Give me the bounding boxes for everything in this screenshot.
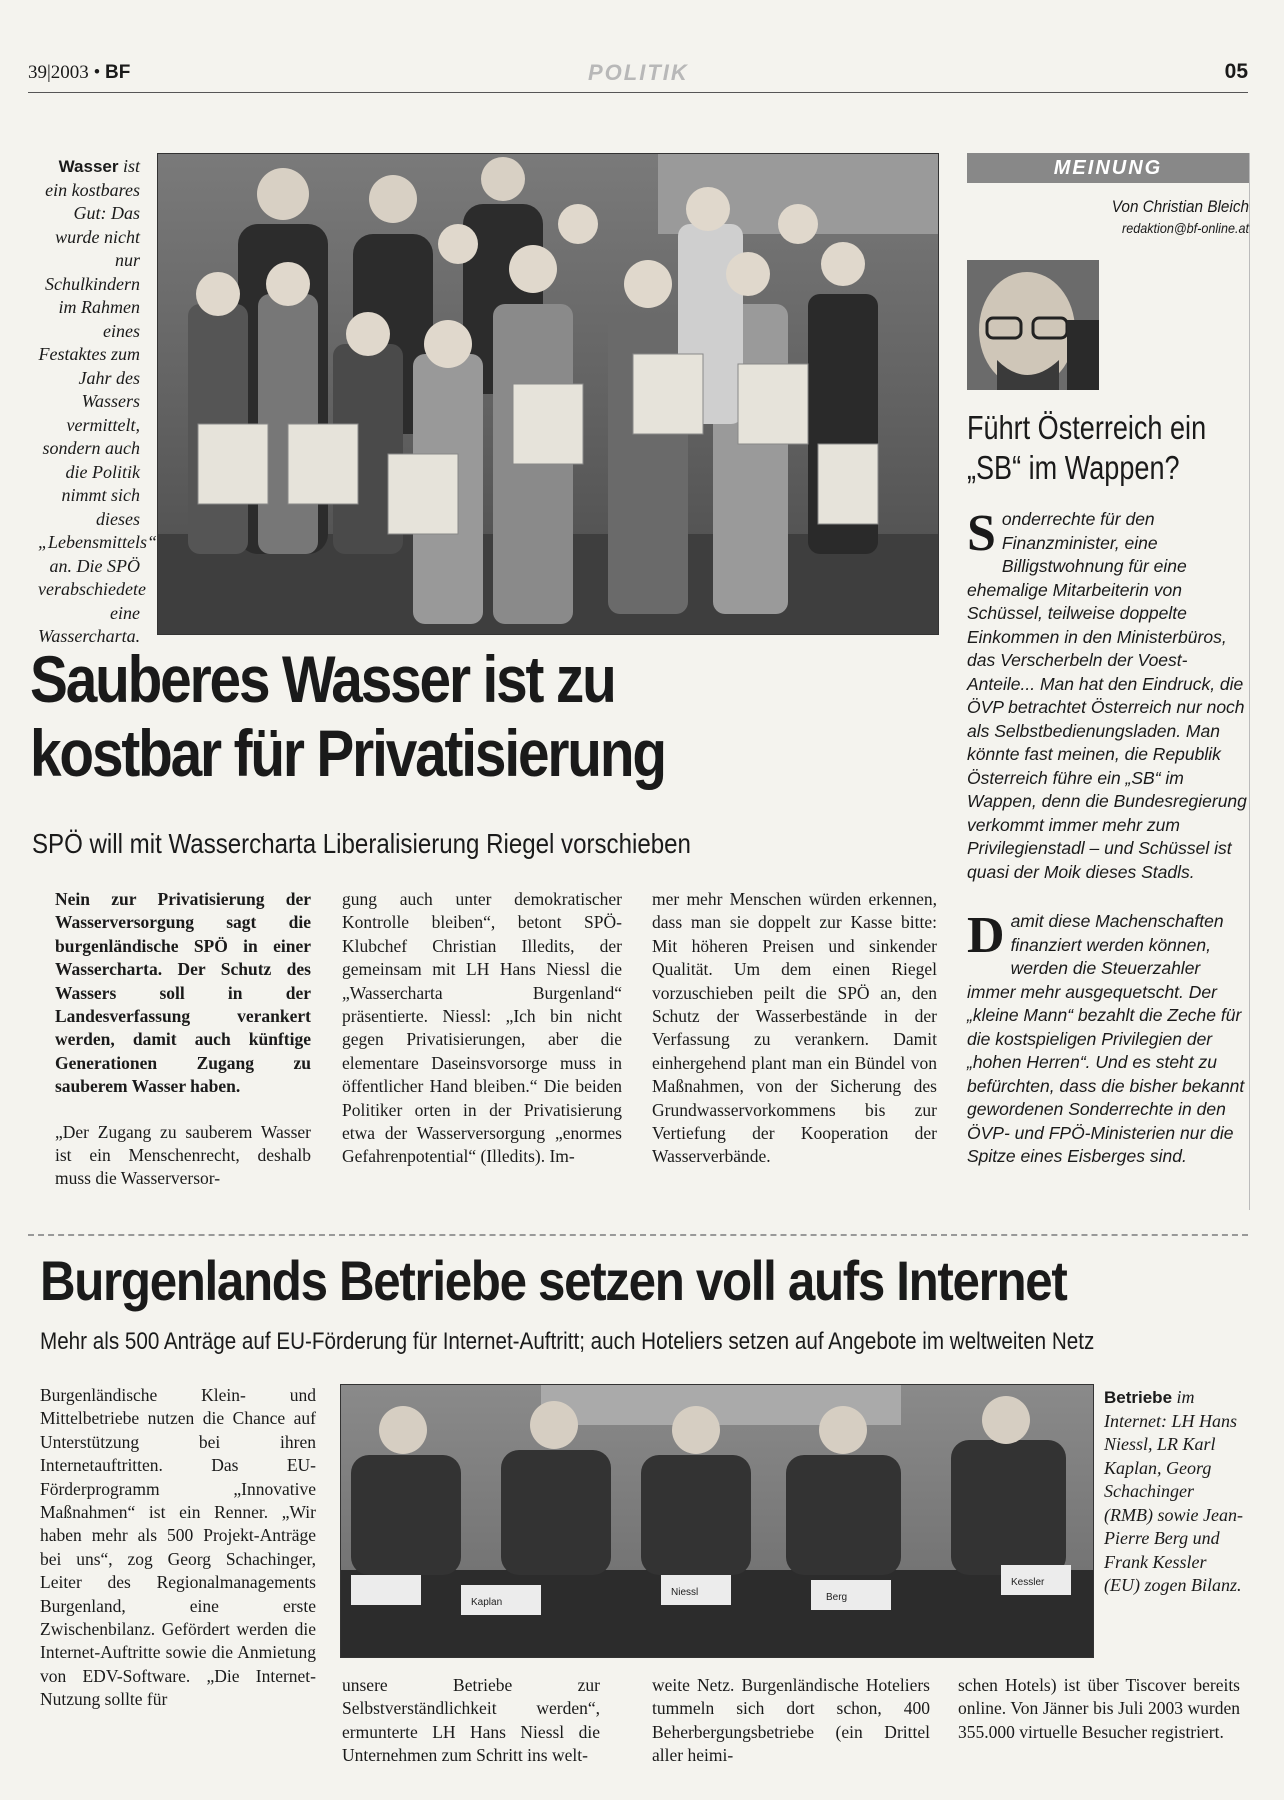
nameplate-kaplan: Kaplan bbox=[471, 1597, 503, 1608]
article2-column2: unsere Betriebe zur Selbstverständlichkeit werden“, ermunterte LH Hans Niessl die Unternehmen zum Schritt ins welt- bbox=[342, 1675, 600, 1766]
article2-column1: Burgenländische Klein- und Mittelbetriebe nutzen die Chance auf Unterstützung bei ihren Internetauftritten. Das EU-Förderprogramm „Innovative Maßnahmen“ ist ein Renner. „Wir haben mehr als 500 Projekt-Anträge bei uns“, zog Georg Schachinger, Leiter des Regionalmanagements Burgenland, eine erste Zwischenbilanz. Gefördert werden die Internet-Auftritte sowie die Anmietung von EDV-Software. „Die Internet-Nutzung sollte für bbox=[40, 1385, 316, 1710]
opinion-author: Von Christian Bleich bbox=[1111, 197, 1249, 216]
portrait-illustration bbox=[967, 260, 1099, 390]
author-portrait bbox=[967, 260, 1099, 390]
second-headline: Burgenlands Betriebe setzen voll aufs Internet bbox=[40, 1249, 1067, 1312]
article2-column4: schen Hotels) ist über Tiscover bereits online. Von Jänner bis Juli 2003 wurden 355.000 virtuelle Besucher registriert. bbox=[958, 1675, 1240, 1742]
opinion-column bbox=[967, 153, 1250, 1210]
nameplate-berg: Berg bbox=[826, 1592, 848, 1603]
politicians-photo bbox=[340, 1384, 1094, 1658]
article1-column2: gung auch unter demokratischer Kontrolle bleiben“, betont SPÖ-Klubchef Christian Illedits, der gemeinsam mit LH Hans Niessl die „Wassercharta Burgenland“ präsentierte. Niessl: „Ich bin nicht gegen Privatisierungen, aber die elementare Daseinsvorsorge muss in öffentlicher Hand bleiben.“ Die beiden Politiker orten in der Privatisierung etwa der Wasserversorgung „enormes Gefahrenpotential“ (Illedits). Im- bbox=[342, 889, 622, 1167]
photo-illustration bbox=[341, 1385, 1093, 1657]
issue-number: 39|2003 • BF bbox=[28, 62, 131, 83]
school-children-photo bbox=[157, 153, 939, 635]
opinion-text: Sonderrechte für den Finanzminister, eine Billigstwohnung für eine ehemalige Mitarbeiterin von Schüssel, teilweise doppelte Einkommen in den Ministerbüros, das Verscherbeln der Voest-Anteile... Man hat den Eindruck, die ÖVP betrachtet Österreich nur noch als Selbstbedienungsladen. Man könnte fast meinen, die Republik Österreich führe ein „SB“ im Wappen, denn die Bundesregierung verkommt immer mehr zum Privilegienstadl – und Schüssel ist quasi der Moik dieses Stadls. Damit diese Machenschaften finanziert werden können, werden die Steuerzahler immer mehr ausgequetscht. Der „kleine Mann“ bezahlt die Zeche für die kostspieligen Privilegien der „hohen Herren“. Und es steht zu befürchten, dass die bisher bekannt gewordenen Sonderrechte in den ÖVP- und FPÖ-Ministerien nur die Spitze eines Eisberges sind. bbox=[967, 505, 1247, 1166]
brand-logo: BF bbox=[104, 62, 131, 83]
article1-paragraph: „Der Zugang zu sauberem Wasser ist ein Menschenrecht, deshalb muss die Wasserversor- bbox=[55, 1121, 311, 1189]
article1-lead: Nein zur Privatisierung der Wasserversorgung sagt die burgenländische SPÖ in einer Wassercharta. Der Schutz des Wassers soll in der Landesverfassung verankert werden, damit auch künftige Generationen Zugang zu sauberem Wasser haben. bbox=[55, 889, 311, 1097]
section-divider bbox=[28, 1234, 1248, 1236]
page-header bbox=[28, 56, 1248, 93]
article1-column1 bbox=[55, 888, 311, 1205]
opinion-email: redaktion@bf-online.at bbox=[1122, 220, 1249, 236]
opinion-headline: Führt Österreich ein „SB“ im Wappen? bbox=[967, 409, 1207, 486]
nameplate-niessl: Niessl bbox=[671, 1587, 699, 1598]
section-title: POLITIK bbox=[588, 60, 689, 85]
main-subheadline: SPÖ will mit Wassercharta Liberalisierung Riegel vorschieben bbox=[32, 828, 691, 859]
main-headline: Sauberes Wasser ist zu kostbar für Privatisierung bbox=[30, 642, 665, 790]
photo-illustration bbox=[158, 154, 938, 634]
nameplate-kessler: Kessler bbox=[1011, 1577, 1045, 1588]
page-number: 05 bbox=[1224, 60, 1248, 83]
article2-column3: weite Netz. Burgenländische Hoteliers tummeln sich dort schon, 400 Beherbergungsbetriebe (ein Drittel aller heimi- bbox=[652, 1675, 930, 1766]
opinion-label: MEINUNG bbox=[967, 153, 1249, 183]
photo-caption: Wasser ist ein kostbares Gut: Das wurde nicht nur Schulkindern im Rahmen eines Festaktes zum Jahr des Wassers vermittelt, sondern auch die Politik nimmt sich dieses „Lebensmittels“ an. Die SPÖ verabschiedete eine Wassercharta. bbox=[38, 156, 158, 646]
photo-caption-2: Betriebe im Internet: LH Hans Niessl, LR Karl Kaplan, Georg Schachinger (RMB) sowie Jean-Pierre Berg und Frank Kessler (EU) zogen Bilanz. bbox=[1104, 1387, 1243, 1595]
second-subheadline: Mehr als 500 Anträge auf EU-Förderung für Internet-Auftritt; auch Hoteliers setzen auf Angebote im weltweiten Netz bbox=[40, 1328, 1095, 1355]
article1-column3: mer mehr Menschen würden erkennen, dass man sie doppelt zur Kasse bitte: Mit höheren Preisen und sinkender Qualität. Um dem einen Riegel vorzuschieben peilt die SPÖ an, den Schutz der Wasserbestände in der Verfassung zu verankern. Damit einhergehend plant man ein Bündel von Maßnahmen, von der Sicherung des Grundwasservorkommens bis zur Vertiefung der Kooperation der Wasserverbände. bbox=[652, 889, 937, 1167]
